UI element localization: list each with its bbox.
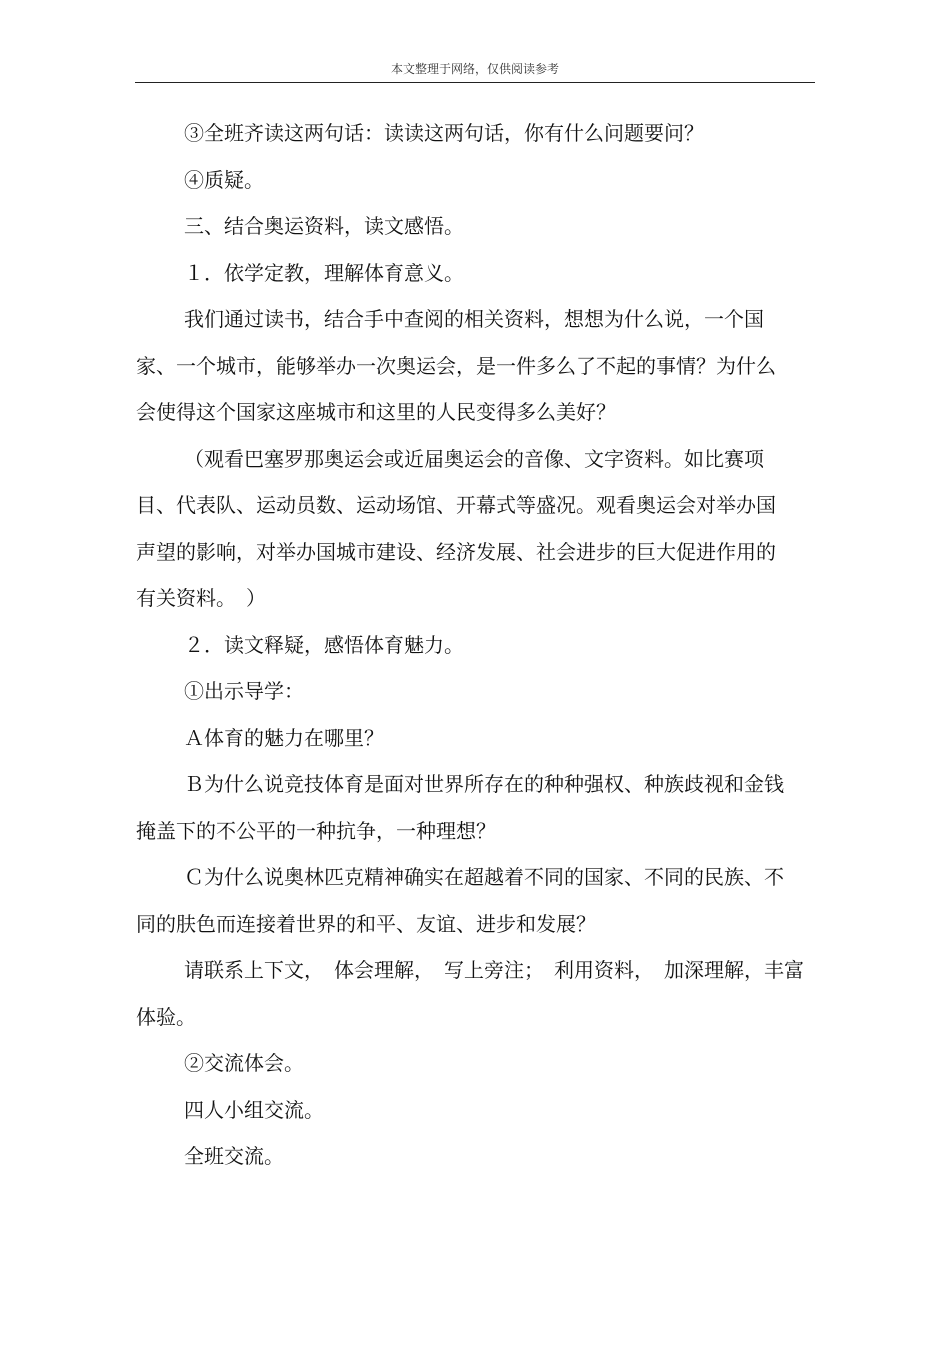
page-header — [135, 58, 815, 83]
paragraph-5: 我们通过读书，结合手中查阅的相关资料，想想为什么说，一个国家、一个城市，能够举办一次奥运会，是一件多么了不起的事情？为什么会使得这个国家这座城市和这里的人民变得多么美好？ — [136, 307, 776, 424]
paragraph-12: 请联系上下文， 体会理解， 写上旁注； 利用资料， 加深理解，丰富体验。 — [136, 958, 804, 1029]
paragraph-13: ②交流体会。 — [184, 1051, 304, 1075]
paragraph-14: 四人小组交流。 — [184, 1097, 324, 1122]
paragraph-1: ③全班齐读这两句话：读读这两句话，你有什么问题要问？ — [184, 121, 704, 145]
document-body — [136, 110, 816, 1180]
paragraph-11: Ｃ为什么说奥林匹克精神确实在超越着不同的国家、不同的民族、不同的肤色而连接着世界的和平、友谊、进步和发展？ — [136, 865, 784, 936]
paragraph-2: ④质疑。 — [184, 167, 264, 192]
paragraph-6: （观看巴塞罗那奥运会或近届奥运会的音像、文字资料。如比赛项目、代表队、运动员数、运动场馆、开幕式等盛况。观看奥运会对举办国声望的影响，对举办国城市建设、经济发展、社会进步的巨大促进作用的有关资料。 ） — [136, 446, 776, 610]
paragraph-9: Ａ体育的魅力在哪里？ — [184, 725, 384, 750]
paragraph-4: １．依学定教，理解体育意义。 — [184, 260, 464, 285]
paragraph-3: 三、结合奥运资料，读文感悟。 — [184, 214, 464, 238]
paragraph-10: Ｂ为什么说竞技体育是面对世界所存在的种种强权、种族歧视和金钱掩盖下的不公平的一种抗争，一种理想？ — [136, 772, 784, 843]
paragraph-15: 全班交流。 — [184, 1144, 284, 1168]
paragraph-7: ２．读文释疑，感悟体育魅力。 — [184, 632, 464, 657]
paragraph-8: ①出示导学： — [184, 679, 304, 703]
header-text: 本文整理于网络，仅供阅读参考 — [390, 62, 559, 76]
